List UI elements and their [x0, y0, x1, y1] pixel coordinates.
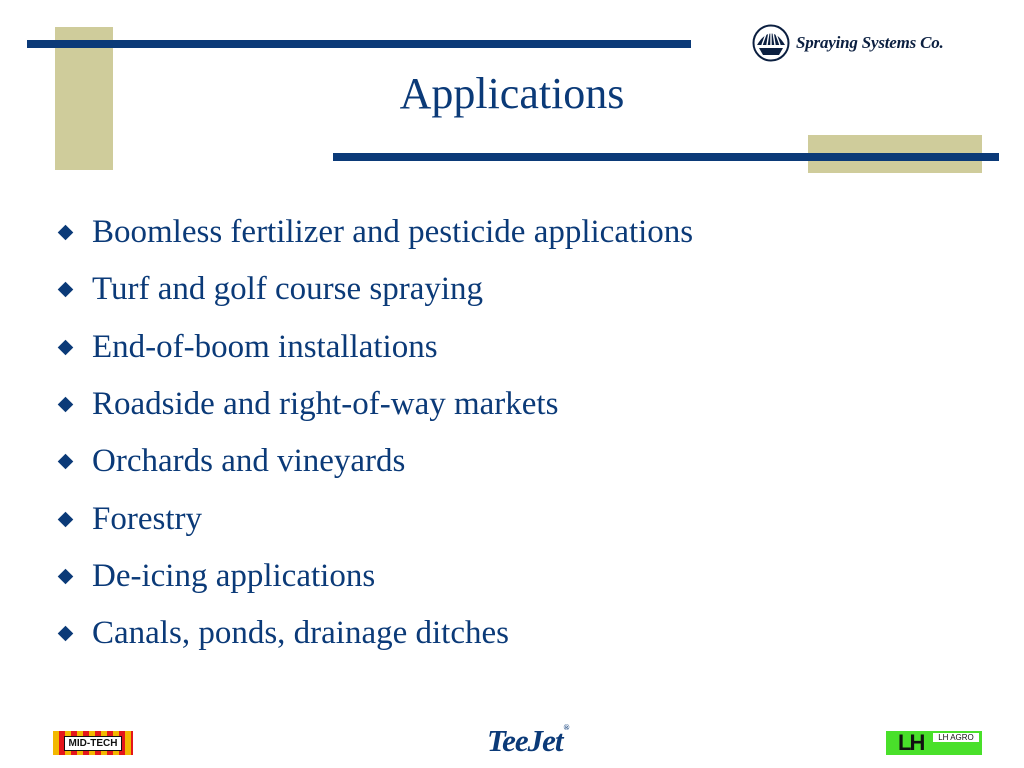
list-item [56, 433, 693, 490]
list-item-text: Canals, ponds, drainage ditches [92, 615, 509, 652]
lh-agro-logo-tag: LH AGRO [933, 733, 979, 742]
list-item [56, 204, 693, 261]
teejet-logo [487, 723, 568, 759]
diamond-bullet-icon [58, 282, 74, 298]
list-item [56, 605, 693, 662]
list-item [56, 548, 693, 605]
list-item-text: Roadside and right-of-way markets [92, 386, 559, 423]
lh-agro-logo [886, 731, 982, 755]
spraying-systems-logo [752, 24, 944, 62]
list-item-text: Boomless fertilizer and pesticide applications [92, 214, 694, 251]
list-item-text: Forestry [92, 500, 202, 537]
list-item [56, 319, 693, 376]
page-title: Applications [399, 69, 625, 118]
registered-mark: ® [563, 723, 569, 732]
mid-tech-logo-text: MID-TECH [64, 736, 123, 751]
teejet-logo-text: TeeJet [487, 723, 563, 758]
spraying-systems-emblem-icon [752, 24, 790, 62]
decor-blue-bar-top [27, 40, 691, 48]
company-name: Spraying Systems Co. [796, 33, 944, 52]
list-item-text: Orchards and vineyards [92, 443, 406, 480]
decor-blue-bar-bottom [333, 153, 999, 161]
list-item-text: End-of-boom installations [92, 328, 438, 365]
list-item-text: De-icing applications [92, 557, 376, 594]
mid-tech-logo [53, 731, 133, 755]
diamond-bullet-icon [58, 225, 74, 241]
list-item [56, 490, 693, 547]
diamond-bullet-icon [58, 339, 74, 355]
diamond-bullet-icon [58, 397, 74, 413]
list-item [56, 261, 693, 318]
bullet-list [56, 204, 693, 662]
lh-agro-logo-mark: LH [898, 730, 924, 755]
list-item-text: Turf and golf course spraying [92, 271, 484, 308]
diamond-bullet-icon [58, 511, 74, 527]
diamond-bullet-icon [58, 454, 74, 470]
diamond-bullet-icon [58, 626, 74, 642]
diamond-bullet-icon [58, 569, 74, 585]
list-item [56, 376, 693, 433]
